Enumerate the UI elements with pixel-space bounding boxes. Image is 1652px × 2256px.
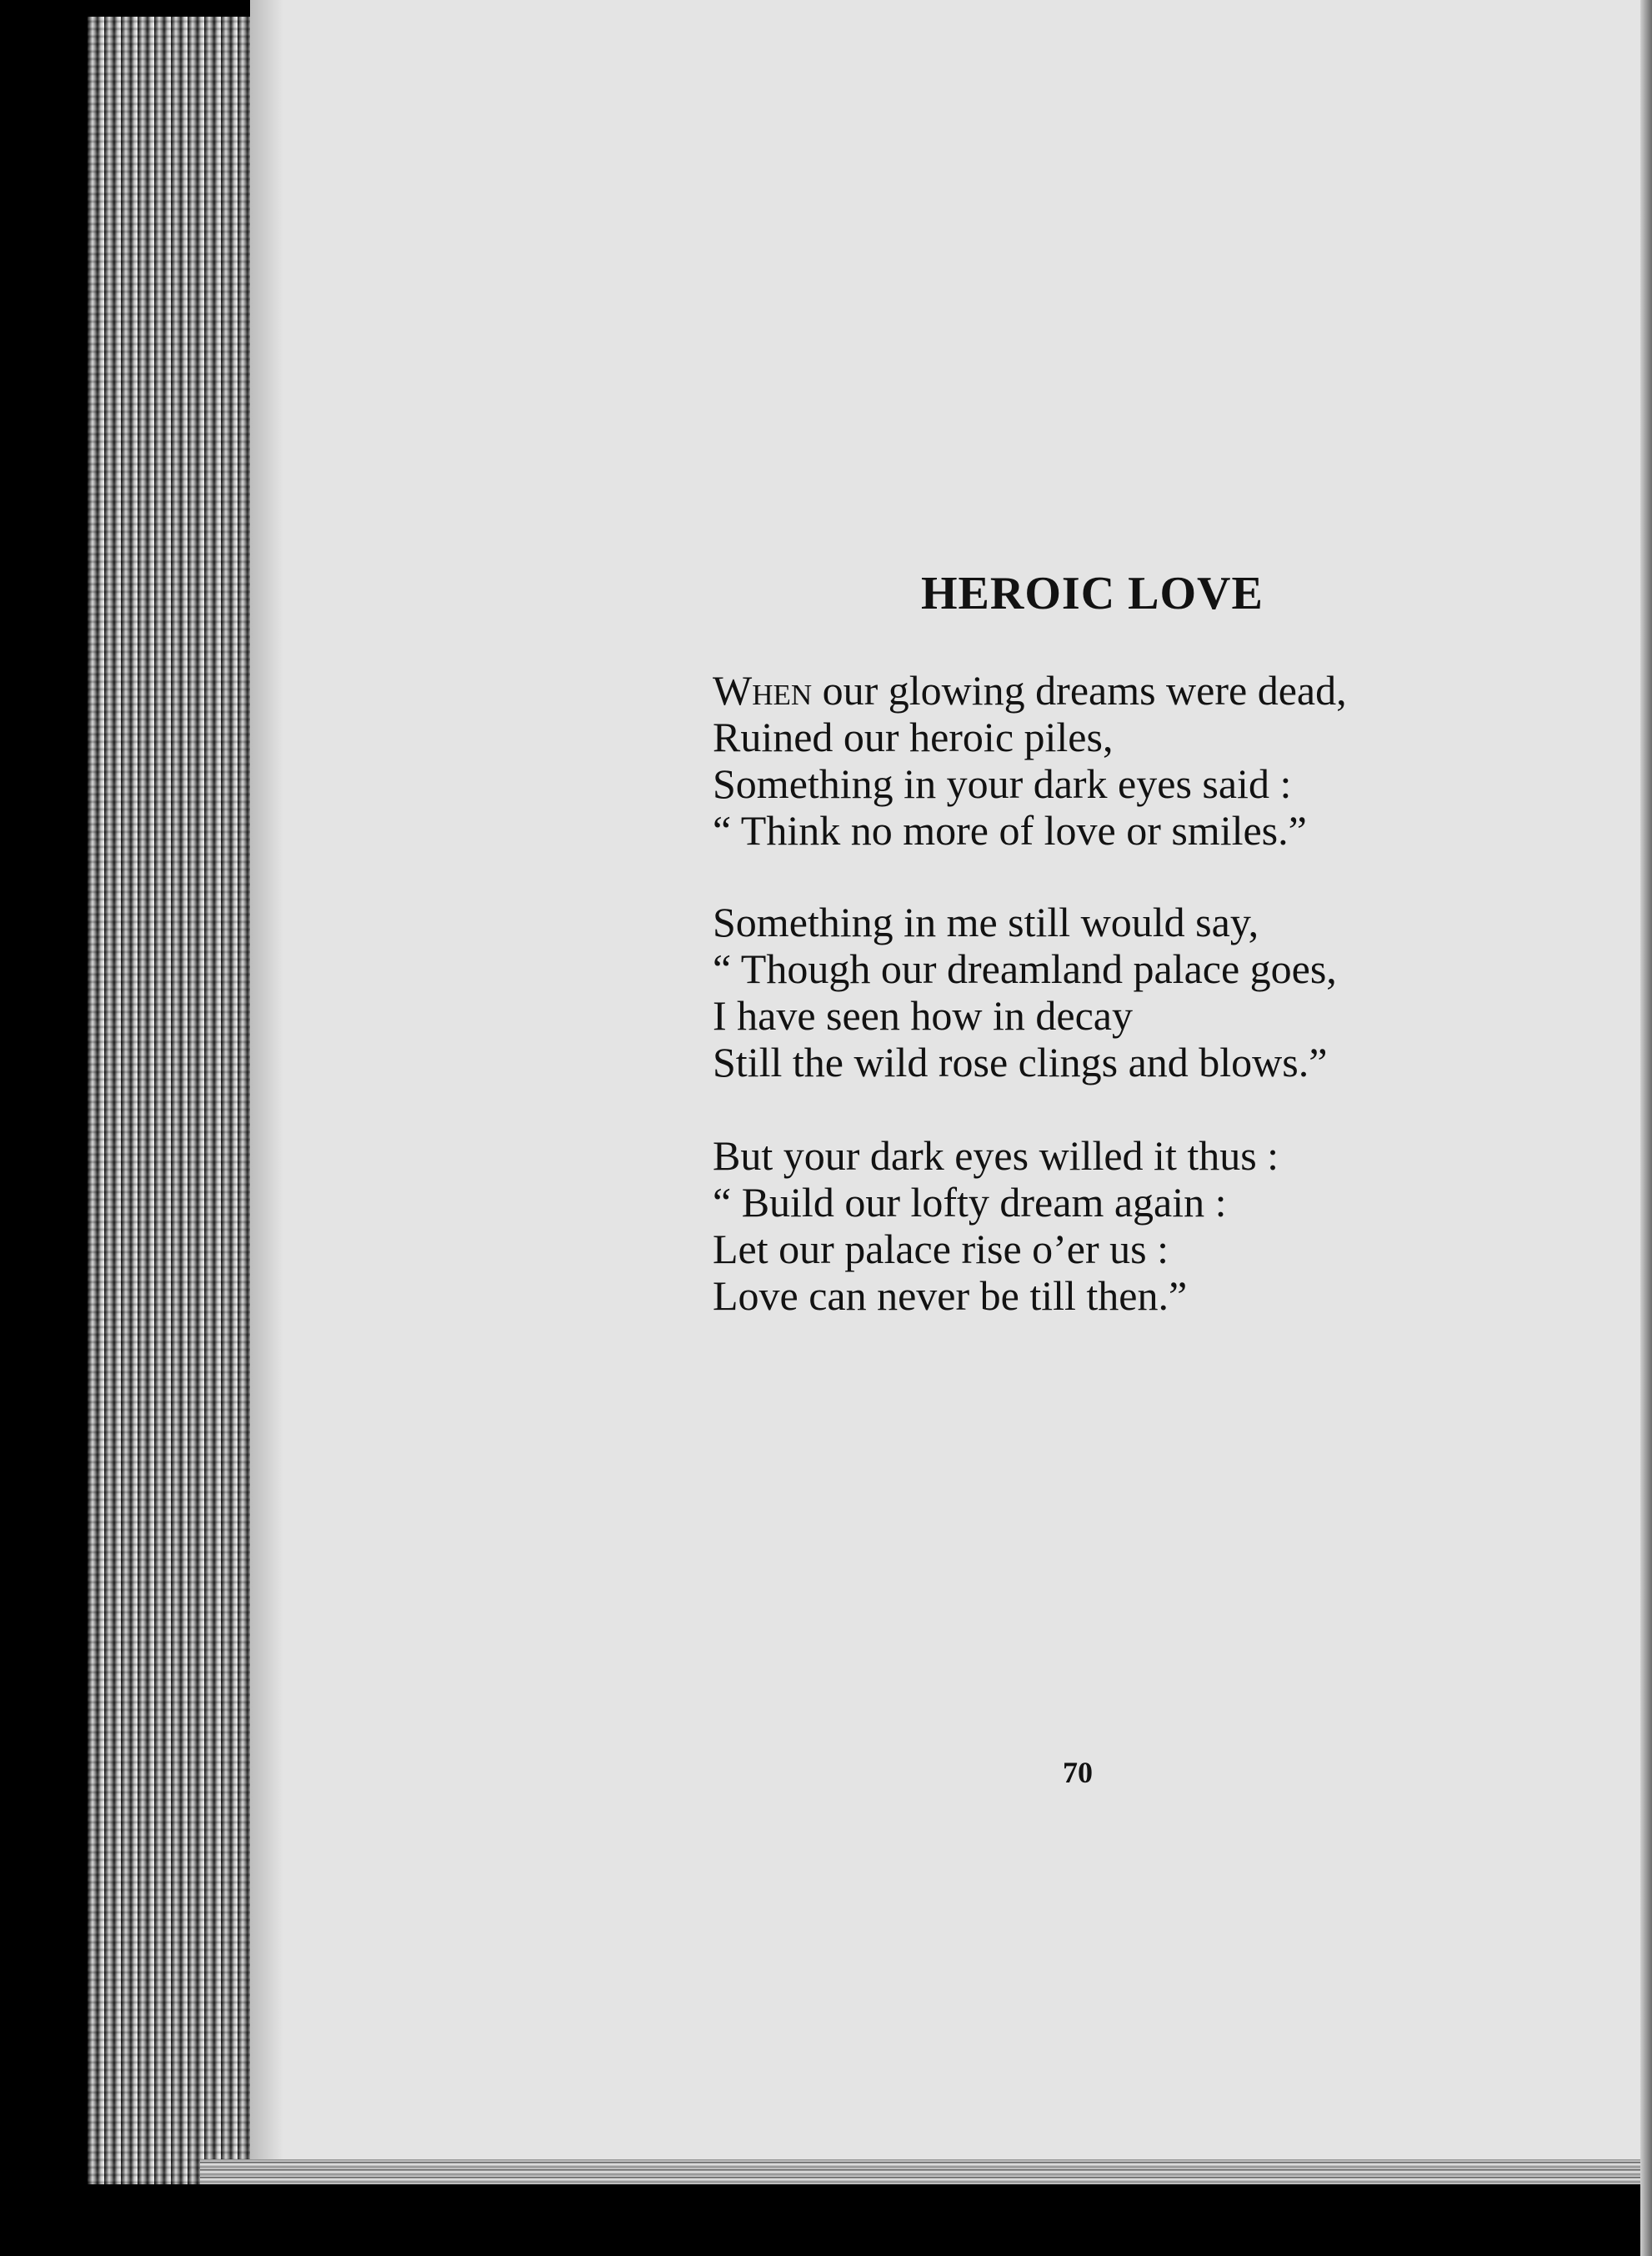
poem-line: Ruined our heroic piles, <box>713 714 1114 760</box>
gutter-shadow <box>1640 0 1652 2256</box>
poem-title: HEROIC LOVE <box>921 568 1264 619</box>
poem-line: I have seen how in decay <box>713 992 1133 1039</box>
poem-line: Still the wild rose clings and blows.” <box>713 1039 1328 1085</box>
poem-line: Love can never be till then.” <box>713 1272 1188 1319</box>
book-page <box>250 0 1652 2180</box>
poem-line: “ Though our dreamland palace goes, <box>713 945 1337 992</box>
poem-line: But your dark eyes willed it thus : <box>713 1132 1279 1179</box>
poem-line: Let our palace rise o’er us : <box>713 1226 1169 1272</box>
opening-word: When <box>713 667 813 714</box>
book-bottom-edge <box>200 2159 1652 2184</box>
poem-line: Something in me still would say, <box>713 899 1259 945</box>
line-text: our glowing dreams were dead, <box>812 667 1347 714</box>
page-number: 70 <box>1063 1756 1093 1789</box>
poem-line <box>713 667 1347 714</box>
stanza-1 <box>713 667 1347 854</box>
poem-line: “ Build our lofty dream again : <box>713 1179 1227 1226</box>
poem-line: Something in your dark eyes said : <box>713 760 1292 807</box>
poem-line: “ Think no more of love or smiles.” <box>713 807 1307 854</box>
stanza-3 <box>713 1132 1279 1319</box>
stanza-2 <box>713 899 1337 1085</box>
